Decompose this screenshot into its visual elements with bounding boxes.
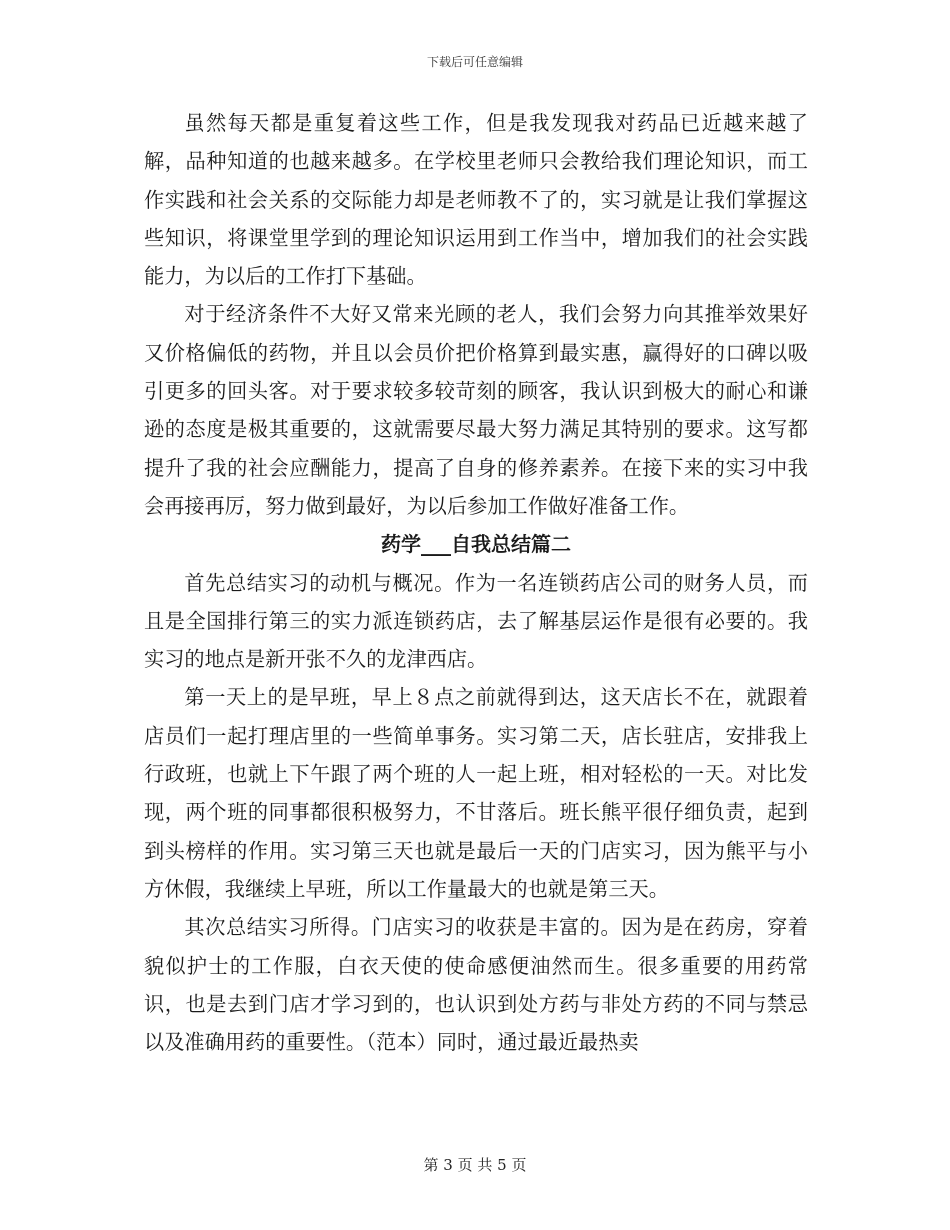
paragraph: 对于经济条件不大好又常来光顾的老人，我们会努力向其推举效果好又价格偏低的药物，并且以会员价把价格算到最实惠，赢得好的口碑以吸引更多的回头客。对于要求较多较苛刻的顾客，我认识到极大的耐心和谦逊的态度是极其重要的，这就需要尽最大努力满足其特别的要求。这写都提升了我的社会应酬能力，提高了自身的修养素养。在接下来的实习中我会再接再厉，努力做到最好，为以后参加工作做好准备工作。 [144, 302, 808, 518]
page-header: 下载后可任意编辑 [426, 55, 523, 69]
paragraph: 首先总结实习的动机与概况。作为一名连锁药店公司的财务人员，而且是全国排行第三的实力派连锁药店，去了解基层运作是很有必要的。我实习的地点是新开张不久的龙津西店。 [144, 570, 808, 672]
paragraph: 第一天上的是早班，早上８点之前就得到达，这天店长不在，就跟着店员们一起打理店里的一些简单事务。实习第二天，店长驻店，安排我上行政班，也就上下午跟了两个班的人一起上班，相对轻松的一天。对比发现，两个班的同事都很积极努力，不甘落后。班长熊平很仔细负责，起到到头榜样的作用。实习第三天也就是最后一天的门店实习，因为熊平与小方休假，我继续上早班，所以工作量最大的也就是第三天。 [144, 685, 808, 901]
section-title: 药学___自我总结篇二 [381, 532, 571, 557]
paragraph: 虽然每天都是重复着这些工作，但是我发现我对药品已近越来越了解，品种知道的也越来越多。在学校里老师只会教给我们理论知识，而工作实践和社会关系的交际能力却是老师教不了的，实习就是让我们掌握这些知识，将课堂里学到的理论知识运用到工作当中，增加我们的社会实践能力，为以后的工作打下基础。 [144, 111, 808, 289]
page-body [144, 104, 808, 1061]
paragraph: 其次总结实习所得。门店实习的收获是丰富的。因为是在药房，穿着貌似护士的工作服，白衣天使的使命感便油然而生。很多重要的用药常识，也是去到门店才学习到的，也认识到处方药与非处方药的不同与禁忌以及准确用药的重要性。（范本）同时，通过最近最热卖 [144, 915, 808, 1055]
page-number: 第 3 页 共 5 页 [423, 1156, 527, 1174]
